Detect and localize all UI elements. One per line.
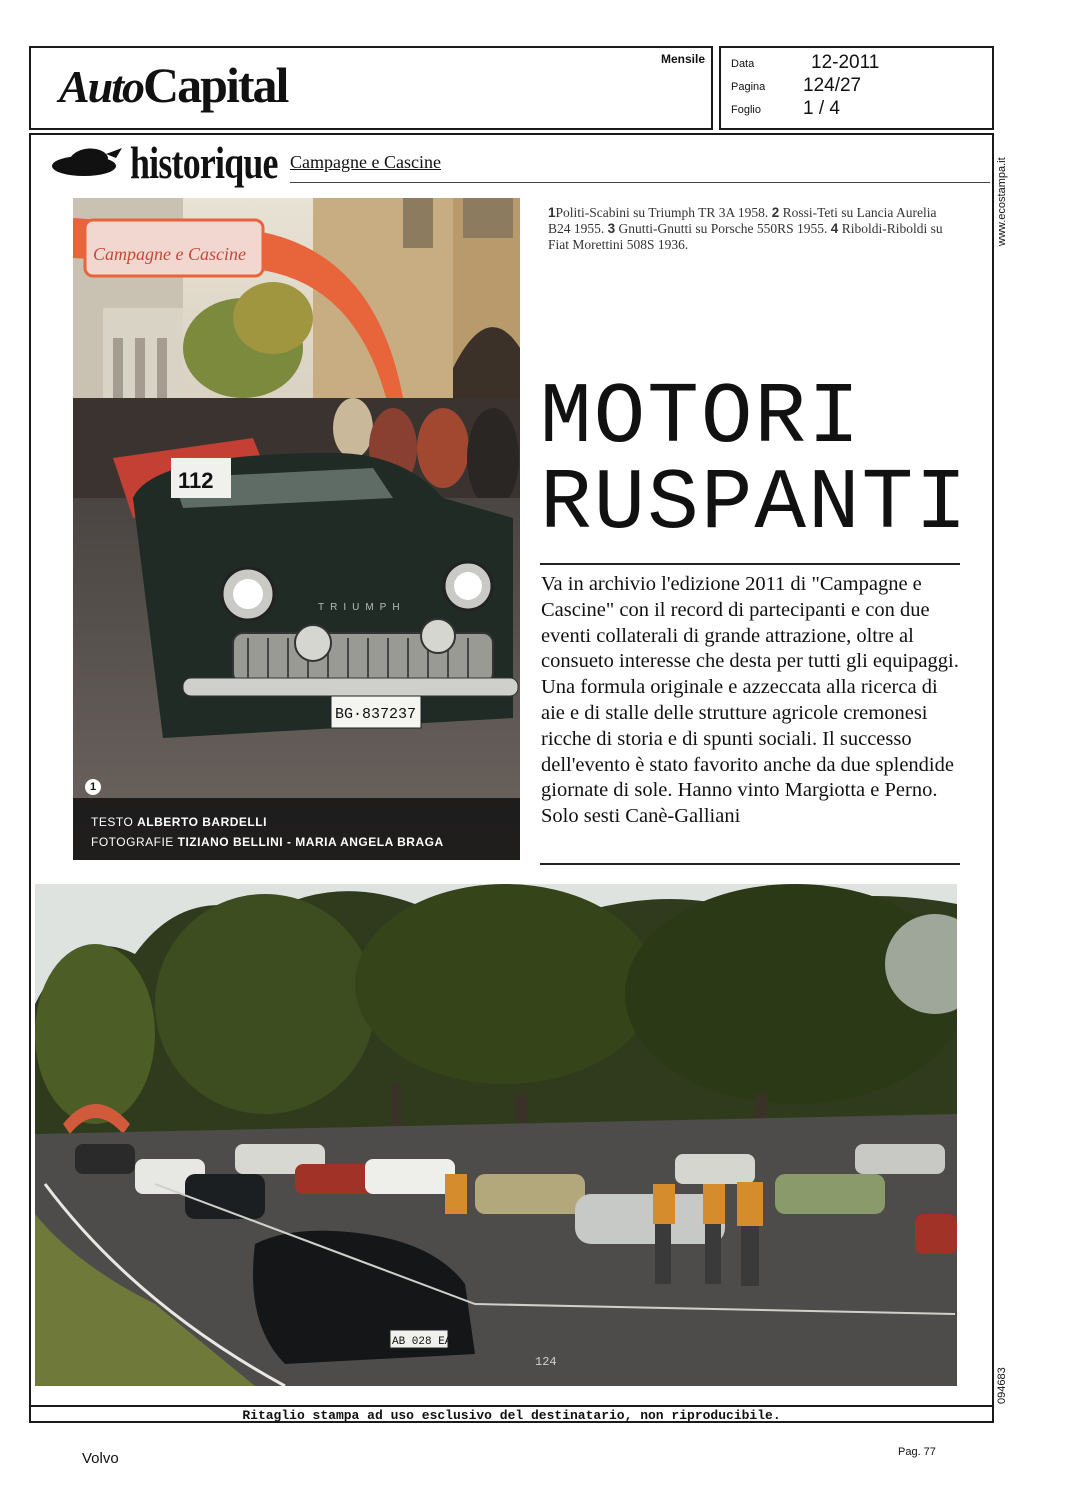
client-name: Volvo xyxy=(82,1450,119,1467)
lead-rule-bottom xyxy=(540,863,960,865)
page-number: Pag. 77 xyxy=(898,1446,936,1458)
copyright-notice: Ritaglio stampa ad uso esclusivo del destinatario, non riproducibile. xyxy=(29,1405,994,1425)
photo-parking-lot xyxy=(35,884,957,1386)
photo-credits: TESTO ALBERTO BARDELLI FOTOGRAFIE TIZIANO BELLINI - MARIA ANGELA BRAGA xyxy=(91,815,444,849)
car-badge-text: TRIUMPH xyxy=(318,602,406,613)
arch-banner-text: Campagne e Cascine xyxy=(93,244,246,264)
masthead-box xyxy=(29,46,713,130)
meta-box xyxy=(719,46,994,130)
car-race-number: 112 xyxy=(178,468,214,493)
car-plate: BG·837237 xyxy=(335,706,417,723)
photo-caption: 1Politi-Scabini su Triumph TR 3A 1958. 2 Rossi-Teti su Lancia Aurelia B24 1955. 3 Gnutti-Gnutti su Porsche 550RS 1955. 4 Riboldi-Riboldi su Fiat Morettini 508S 1936. xyxy=(548,205,943,252)
meta-label: Data xyxy=(731,58,755,70)
section-title: historique xyxy=(130,137,278,188)
meta-value: 1 / 4 xyxy=(803,98,840,119)
page-reference: 124 xyxy=(535,1355,557,1369)
article-lead: Va in archivio l'edizione 2011 di "Campagne e Cascine" con il record di partecipanti e con due eventi collaterali di grande attrazione, oltre al consueto interesse che desta per tutti gli equipaggi. Una formula originale e azzeccata alla ricerca di aie e di stalle delle strutture agricole cremonesi ricche di storia e di spunti sociali. Il successo dell'evento è stato favorito anche da due splendide giornate di sole. Hanno vinto Margiotta e Perno. Solo sesti Canè-Galliani xyxy=(541,573,959,828)
meta-value: 12-2011 xyxy=(811,52,880,73)
photo-number-badge: 1 xyxy=(85,779,101,795)
lead-rule-top xyxy=(540,563,960,565)
car-plate-2: AB 028 EA xyxy=(392,1336,452,1348)
photo-triumph xyxy=(73,198,520,860)
meta-row-foglio xyxy=(731,98,986,120)
meta-label: Pagina xyxy=(731,81,766,93)
triumph-photo-illustration xyxy=(73,198,520,860)
author-name: ALBERTO BARDELLI xyxy=(137,815,267,829)
frequency-label: Mensile xyxy=(660,52,705,66)
meta-value: 124/27 xyxy=(803,75,862,96)
article-headline: MOTORI RUSPANTI xyxy=(540,369,969,553)
section-divider xyxy=(290,182,990,183)
clipping-code: 094683 xyxy=(996,1367,1008,1404)
autocapital-logo: AutoCapital xyxy=(59,57,288,113)
meta-row-data xyxy=(731,52,986,74)
hat-icon xyxy=(50,142,124,178)
section-subtitle: Campagne e Cascine xyxy=(290,152,441,172)
ecostampa-url: www.ecostampa.it xyxy=(996,157,1008,246)
meta-label: Foglio xyxy=(731,104,761,116)
parking-photo-illustration xyxy=(35,884,957,1386)
photographer-names: TIZIANO BELLINI - MARIA ANGELA BRAGA xyxy=(177,835,444,849)
meta-row-pagina xyxy=(731,75,986,97)
